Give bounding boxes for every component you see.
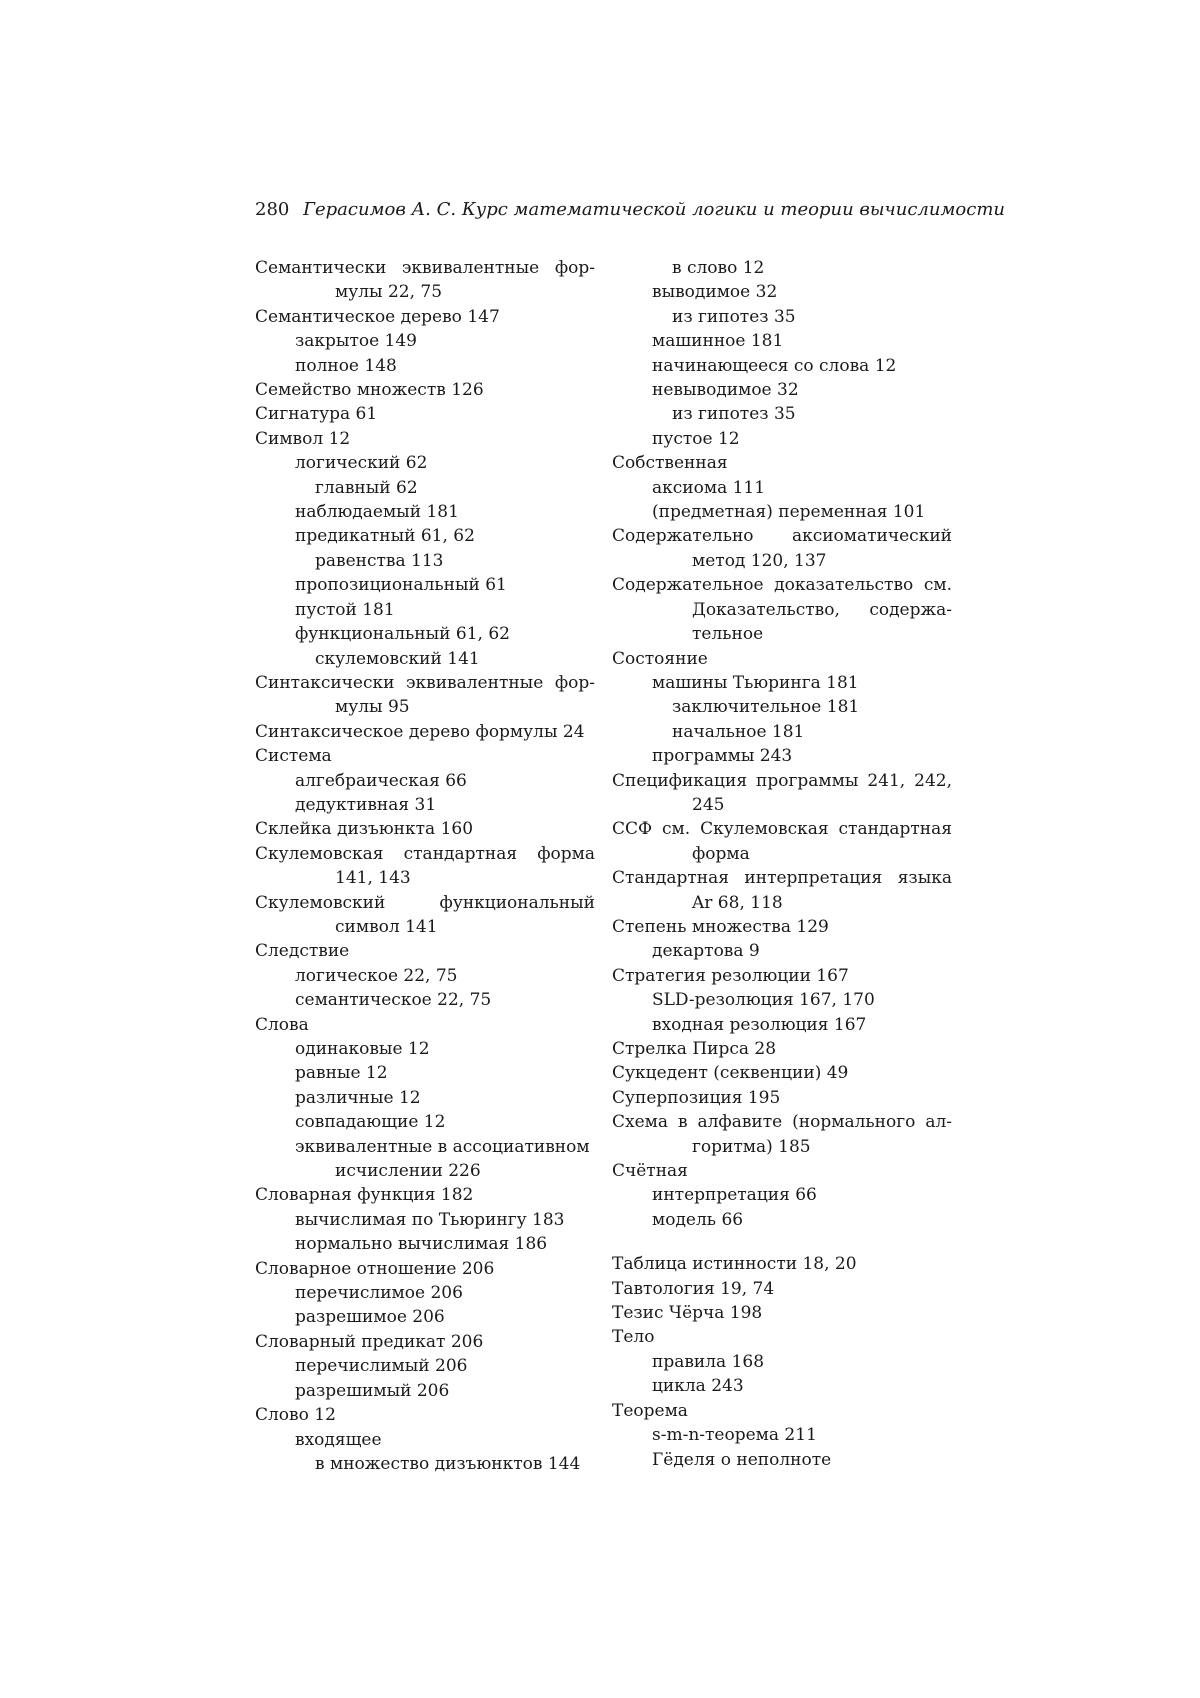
index-entry: Стандартная интерпретация языка	[612, 866, 952, 890]
index-entry: Степень множества 129	[612, 915, 952, 939]
index-subentry: скулемовский 141	[255, 647, 595, 671]
index-subentry: дедуктивная 31	[255, 793, 595, 817]
index-entry: Спецификация программы 241, 242,	[612, 769, 952, 793]
index-subentry: Ar 68, 118	[612, 891, 952, 915]
page-number: 280	[255, 199, 289, 220]
index-entry: Символ 12	[255, 427, 595, 451]
index-entry: Следствие	[255, 939, 595, 963]
index-subentry: начальное 181	[612, 720, 952, 744]
index-entry: Скулемовский функциональный	[255, 891, 595, 915]
index-entry: Склейка дизъюнкта 160	[255, 817, 595, 841]
index-subentry: разрешимое 206	[255, 1305, 595, 1329]
index-entry: ССФ см. Скулемовская стандартная	[612, 817, 952, 841]
index-subentry: (предметная) переменная 101	[612, 500, 952, 524]
index-subentry: горитма) 185	[612, 1135, 952, 1159]
index-subentry: наблюдаемый 181	[255, 500, 595, 524]
index-entry: Схема в алфавите (нормального ал-	[612, 1110, 952, 1134]
index-entry: Счётная	[612, 1159, 952, 1183]
index-subentry: алгебраическая 66	[255, 769, 595, 793]
index-subentry: полное 148	[255, 354, 595, 378]
index-entry: Сукцедент (секвенции) 49	[612, 1061, 952, 1085]
running-title: Герасимов А. С. Курс математической логики и теории вычислимости	[303, 199, 1005, 220]
index-entry: Таблица истинности 18, 20	[612, 1252, 952, 1276]
index-subentry: вычислимая по Тьюрингу 183	[255, 1208, 595, 1232]
index-subentry: одинаковые 12	[255, 1037, 595, 1061]
index-subentry: равенства 113	[255, 549, 595, 573]
index-subentry: тельное	[612, 622, 952, 646]
index-subentry: Доказательство, содержа-	[612, 598, 952, 622]
index-subentry: семантическое 22, 75	[255, 988, 595, 1012]
index-subentry: s-m-n-теорема 211	[612, 1423, 952, 1447]
index-subentry: функциональный 61, 62	[255, 622, 595, 646]
index-subentry: исчислении 226	[255, 1159, 595, 1183]
index-entry: Слово 12	[255, 1403, 595, 1427]
page-header	[255, 198, 955, 222]
index-column-left	[255, 256, 595, 1476]
index-entry: Тавтология 19, 74	[612, 1277, 952, 1301]
index-subentry: пропозициональный 61	[255, 573, 595, 597]
index-subentry: декартова 9	[612, 939, 952, 963]
index-subentry: эквивалентные в ассоциативном	[255, 1135, 595, 1159]
index-entry: Тезис Чёрча 198	[612, 1301, 952, 1325]
index-subentry: главный 62	[255, 476, 595, 500]
index-subentry: перечислимый 206	[255, 1354, 595, 1378]
index-subentry: модель 66	[612, 1208, 952, 1232]
index-subentry: пустое 12	[612, 427, 952, 451]
index-subentry: совпадающие 12	[255, 1110, 595, 1134]
index-entry: Семантическое дерево 147	[255, 305, 595, 329]
index-subentry: разрешимый 206	[255, 1379, 595, 1403]
index-entry: Тело	[612, 1325, 952, 1349]
index-entry: Словарное отношение 206	[255, 1257, 595, 1281]
index-subentry: SLD-резолюция 167, 170	[612, 988, 952, 1012]
index-subentry: форма	[612, 842, 952, 866]
index-subentry: интерпретация 66	[612, 1183, 952, 1207]
index-subentry: из гипотез 35	[612, 402, 952, 426]
index-subentry: 245	[612, 793, 952, 817]
index-entry: Скулемовская стандартная форма	[255, 842, 595, 866]
index-entry: Суперпозиция 195	[612, 1086, 952, 1110]
index-subentry: равные 12	[255, 1061, 595, 1085]
index-subentry: выводимое 32	[612, 280, 952, 304]
index-entry: Семантически эквивалентные фор-	[255, 256, 595, 280]
index-subentry: логическое 22, 75	[255, 964, 595, 988]
index-entry: Содержательное доказательство см.	[612, 573, 952, 597]
index-subentry: правила 168	[612, 1350, 952, 1374]
index-entry: Синтаксическое дерево формулы 24	[255, 720, 595, 744]
index-subentry: нормально вычислимая 186	[255, 1232, 595, 1256]
index-subentry: из гипотез 35	[612, 305, 952, 329]
index-subentry: в множество дизъюнктов 144	[255, 1452, 595, 1476]
index-subentry: 141, 143	[255, 866, 595, 890]
index-entry: Собственная	[612, 451, 952, 475]
index-entry: Теорема	[612, 1399, 952, 1423]
index-subentry: пустой 181	[255, 598, 595, 622]
index-subentry: начинающееся со слова 12	[612, 354, 952, 378]
index-subentry: закрытое 149	[255, 329, 595, 353]
index-subentry: логический 62	[255, 451, 595, 475]
index-subentry: Гёделя о неполноте	[612, 1448, 952, 1472]
index-subentry: символ 141	[255, 915, 595, 939]
index-subentry: машины Тьюринга 181	[612, 671, 952, 695]
index-subentry: входящее	[255, 1428, 595, 1452]
index-entry: Сигнатура 61	[255, 402, 595, 426]
index-entry: Система	[255, 744, 595, 768]
index-subentry: входная резолюция 167	[612, 1013, 952, 1037]
index-entry: Синтаксически эквивалентные фор-	[255, 671, 595, 695]
index-gap	[612, 1232, 952, 1252]
index-subentry: мулы 95	[255, 695, 595, 719]
index-subentry: заключительное 181	[612, 695, 952, 719]
index-subentry: различные 12	[255, 1086, 595, 1110]
index-subentry: программы 243	[612, 744, 952, 768]
index-subentry: невыводимое 32	[612, 378, 952, 402]
index-entry: Словарный предикат 206	[255, 1330, 595, 1354]
index-subentry: перечислимое 206	[255, 1281, 595, 1305]
index-column-right	[612, 256, 952, 1472]
index-entry: Состояние	[612, 647, 952, 671]
index-subentry: аксиома 111	[612, 476, 952, 500]
index-subentry: в слово 12	[612, 256, 952, 280]
index-subentry: предикатный 61, 62	[255, 524, 595, 548]
index-subentry: мулы 22, 75	[255, 280, 595, 304]
index-subentry: метод 120, 137	[612, 549, 952, 573]
index-entry: Содержательно аксиоматический	[612, 524, 952, 548]
index-subentry: цикла 243	[612, 1374, 952, 1398]
index-entry: Стрелка Пирса 28	[612, 1037, 952, 1061]
index-entry: Слова	[255, 1013, 595, 1037]
index-entry: Словарная функция 182	[255, 1183, 595, 1207]
index-entry: Стратегия резолюции 167	[612, 964, 952, 988]
index-subentry: машинное 181	[612, 329, 952, 353]
index-entry: Семейство множеств 126	[255, 378, 595, 402]
